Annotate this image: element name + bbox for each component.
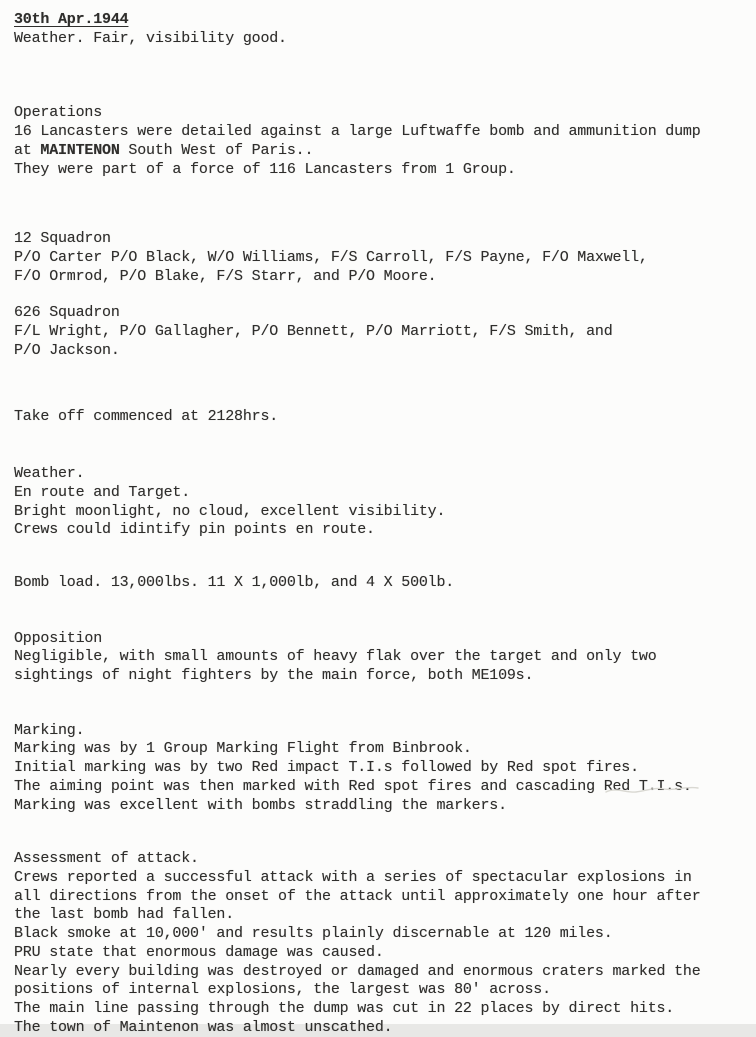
text-line — [14, 722, 740, 741]
text-run: F/O Ormrod, P/O Blake, F/S Starr, and P/O Moore. — [14, 267, 437, 285]
text-run: Weather. Fair, visibility good. — [14, 29, 287, 47]
text-line — [14, 944, 740, 963]
text-run: P/O Jackson. — [14, 341, 120, 359]
text-line — [14, 142, 740, 161]
text-line — [14, 484, 740, 503]
text-run: positions of internal explosions, the largest was 80' across. — [14, 981, 551, 999]
text-run: Negligible, with small amounts of heavy flak over the target and only two — [14, 648, 657, 666]
text-line — [14, 30, 740, 49]
document-content — [14, 11, 740, 1037]
block-assessment — [14, 850, 740, 1037]
text-run: 16 Lancasters were detailed against a large Luftwaffe bomb and ammunition dump — [14, 123, 701, 141]
text-run: The main line passing through the dump was cut in 22 places by direct hits. — [14, 999, 675, 1017]
text-line — [14, 740, 740, 759]
text-run: Assessment of attack. — [14, 850, 199, 868]
block-bomb-load — [14, 574, 740, 593]
text-run: Opposition — [14, 629, 103, 647]
block-squadron-12 — [14, 230, 740, 286]
text-line — [14, 888, 740, 907]
text-run: PRU state that enormous damage was caused. — [14, 943, 384, 961]
text-line — [14, 11, 740, 30]
text-line — [14, 465, 740, 484]
text-line — [14, 268, 740, 287]
date-heading: 30th Apr.1944 — [14, 11, 129, 28]
text-run: Crews could idintify pin points en route. — [14, 521, 375, 539]
text-line — [14, 323, 740, 342]
text-line — [14, 304, 740, 323]
block-operations — [14, 104, 740, 179]
text-line — [14, 521, 740, 540]
text-line — [14, 925, 740, 944]
text-line — [14, 759, 740, 778]
text-line — [14, 104, 740, 123]
text-run: Marking was by 1 Group Marking Flight from Binbrook. — [14, 740, 472, 758]
text-line — [14, 1019, 740, 1037]
text-line — [14, 963, 740, 982]
text-run: Operations — [14, 104, 103, 122]
text-line — [14, 249, 740, 268]
text-line — [14, 574, 740, 593]
text-line — [14, 981, 740, 1000]
text-line — [14, 630, 740, 649]
text-line — [14, 123, 740, 142]
text-run: all directions from the onset of the attack until approximately one hour after — [14, 887, 701, 905]
text-run: at — [14, 141, 41, 159]
text-line — [14, 778, 740, 797]
text-line — [14, 1000, 740, 1019]
emphasized-text-run: MAINTENON — [40, 141, 120, 159]
text-run: P/O Carter P/O Black, W/O Williams, F/S Carroll, F/S Payne, F/O Maxwell, — [14, 248, 648, 266]
text-run: Bomb load. 13,000lbs. 11 X 1,000lb, and 4 X 500lb. — [14, 573, 455, 591]
text-line — [14, 503, 740, 522]
text-line — [14, 667, 740, 686]
text-run: Bright moonlight, no cloud, excellent visibility. — [14, 502, 446, 520]
text-run: the last bomb had fallen. — [14, 906, 235, 924]
block-date-header — [14, 11, 740, 48]
block-marking — [14, 722, 740, 816]
text-run: Nearly every building was destroyed or damaged and enormous craters marked the — [14, 962, 701, 980]
text-run: Take off commenced at 2128hrs. — [14, 408, 279, 426]
text-run: The town of Maintenon was almost unscathed. — [14, 1018, 393, 1036]
text-line — [14, 408, 740, 427]
text-line — [14, 161, 740, 180]
text-line — [14, 230, 740, 249]
text-run: F/L Wright, P/O Gallagher, P/O Bennett, P/O Marriott, F/S Smith, and — [14, 323, 613, 341]
text-run: Weather. — [14, 465, 85, 483]
text-run: 12 Squadron — [14, 230, 111, 248]
text-line — [14, 342, 740, 361]
text-run: Marking was excellent with bombs straddling the markers. — [14, 796, 507, 814]
text-run: Marking. — [14, 721, 85, 739]
text-run: Crews reported a successful attack with a series of spectacular explosions in — [14, 868, 692, 886]
text-line — [14, 869, 740, 888]
block-take-off — [14, 408, 740, 427]
block-weather-en-route — [14, 465, 740, 540]
text-run: 626 Squadron — [14, 304, 120, 322]
block-squadron-626 — [14, 304, 740, 360]
text-line — [14, 648, 740, 667]
text-run: South West of Paris.. — [119, 141, 314, 159]
text-run: sightings of night fighters by the main force, both ME109s. — [14, 667, 534, 685]
text-run: En route and Target. — [14, 483, 191, 501]
text-run: They were part of a force of 116 Lancasters from 1 Group. — [14, 160, 516, 178]
text-run: The aiming point was then marked with Red spot fires and cascading Red T.I.s. — [14, 777, 692, 795]
text-line — [14, 906, 740, 925]
text-line — [14, 850, 740, 869]
text-run: Initial marking was by two Red impact T.I.s followed by Red spot fires. — [14, 759, 639, 777]
text-run: Black smoke at 10,000' and results plainly discernable at 120 miles. — [14, 925, 613, 943]
text-line — [14, 797, 740, 816]
block-opposition — [14, 630, 740, 686]
